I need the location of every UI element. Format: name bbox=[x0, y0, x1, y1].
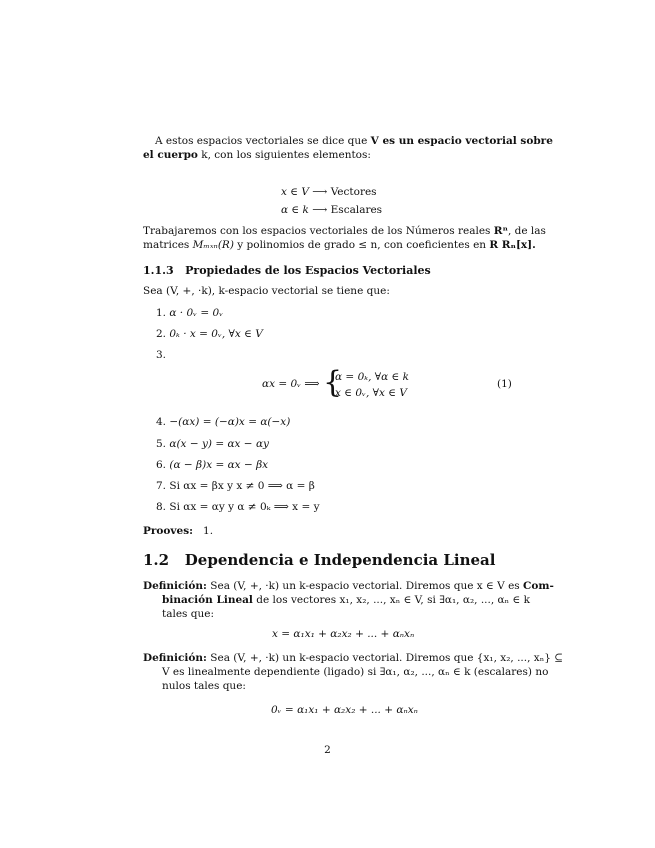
definition-1-line-3: tales que: bbox=[162, 608, 215, 620]
definition-1-line-1 bbox=[143, 579, 554, 594]
property-text: α · 0ᵥ = 0ᵥ bbox=[169, 307, 224, 319]
work-line-1 bbox=[143, 224, 546, 239]
intro-line-2 bbox=[143, 148, 371, 163]
prooves-value: 1. bbox=[203, 525, 214, 537]
sea-line: Sea (V, +, ·k), k-espacio vectorial se tiene que: bbox=[143, 285, 390, 297]
property-number: 4. bbox=[156, 416, 167, 428]
math-matrices: Mₘₓₙ(R) bbox=[192, 239, 234, 251]
math-x-in-v: x ∈ V ⟶ bbox=[281, 186, 328, 198]
intro-line-1 bbox=[155, 134, 553, 149]
property-number: 6. bbox=[156, 459, 167, 471]
property-number: 3. bbox=[156, 349, 167, 361]
page-number: 2 bbox=[324, 744, 331, 756]
property-number: 7. bbox=[156, 480, 167, 492]
intro-bold-term: V es un espacio vectorial sobre bbox=[370, 135, 553, 147]
intro-rest: k, con los siguientes elementos: bbox=[201, 149, 371, 161]
equation-1-case-1: α = 0ₖ, ∀α ∈ k bbox=[335, 371, 409, 383]
section-title: Dependencia e Independencia Lineal bbox=[184, 551, 496, 569]
property-item bbox=[156, 327, 263, 342]
equation-1-case-2: x ∈ 0ᵥ, ∀x ∈ V bbox=[335, 387, 407, 399]
cases-brace: { bbox=[323, 365, 343, 400]
subsection-number: 1.1.3 bbox=[143, 264, 174, 277]
property-number: 1. bbox=[156, 307, 167, 319]
display-row-escalares bbox=[281, 203, 382, 218]
definition-text: Sea (V, +, ·k) un k-espacio vectorial. Diremos que x ∈ V es bbox=[210, 580, 520, 592]
property-number: 2. bbox=[156, 328, 167, 340]
property-item bbox=[156, 437, 269, 452]
definition-text: de los vectores x₁, x₂, ..., xₙ ∈ V, si ∃α₁, α₂, ..., αₙ ∈ k bbox=[256, 594, 530, 606]
intro-text: A estos espacios vectoriales se dice que bbox=[155, 135, 368, 147]
definition-label: Definición: bbox=[143, 652, 207, 664]
definition-label: Definición: bbox=[143, 580, 207, 592]
work-text-3: matrices bbox=[143, 239, 190, 251]
property-text: Si αx = βx y x ≠ 0 ⟹ α = β bbox=[169, 480, 315, 492]
property-item bbox=[156, 348, 166, 363]
subsection-heading bbox=[143, 263, 431, 278]
property-item bbox=[156, 479, 315, 494]
label-escalares: Escalares bbox=[330, 204, 383, 216]
definition-2-line-3: nulos tales que: bbox=[162, 680, 246, 692]
work-line-2 bbox=[143, 238, 536, 253]
definition-2-equation: 0ᵥ = α₁x₁ + α₂x₂ + ... + αₙxₙ bbox=[271, 704, 418, 716]
property-text: Si αx = αy y α ≠ 0ₖ ⟹ x = y bbox=[169, 501, 320, 513]
math-alpha-in-k: α ∈ k ⟶ bbox=[281, 204, 328, 216]
subsection-title: Propiedades de los Espacios Vectoriales bbox=[185, 264, 431, 277]
definition-term: binación Lineal bbox=[162, 594, 253, 606]
definition-1-equation: x = α₁x₁ + α₂x₂ + ... + αₙxₙ bbox=[272, 628, 415, 640]
property-number: 5. bbox=[156, 438, 167, 450]
property-text: α(x − y) = αx − αy bbox=[169, 438, 269, 450]
section-number: 1.2 bbox=[143, 551, 170, 569]
prooves-label: Prooves: bbox=[143, 525, 194, 537]
definition-1-line-2 bbox=[162, 593, 530, 608]
work-text-4: y polinomios de grado ≤ n, con coeficientes en bbox=[237, 239, 487, 251]
property-text: (α − β)x = αx − βx bbox=[169, 459, 269, 471]
definition-term: Com- bbox=[523, 580, 554, 592]
math-rn-x: R Rₙ[x]. bbox=[489, 239, 536, 251]
definition-2-line-2: V es linealmente dependiente (ligado) si ∃α₁, α₂, ..., αₙ ∈ k (escalares) no bbox=[162, 666, 549, 678]
definition-2-line-1 bbox=[143, 651, 563, 666]
intro-bold-cuerpo: el cuerpo bbox=[143, 149, 198, 161]
property-item bbox=[156, 306, 223, 321]
property-text: −(αx) = (−α)x = α(−x) bbox=[169, 416, 291, 428]
prooves-line bbox=[143, 524, 213, 539]
section-heading bbox=[143, 551, 495, 569]
property-item bbox=[156, 500, 320, 515]
property-item bbox=[156, 458, 268, 473]
label-vectores: Vectores bbox=[330, 186, 377, 198]
property-number: 8. bbox=[156, 501, 167, 513]
math-rn: Rⁿ bbox=[493, 225, 508, 237]
work-text-1: Trabajaremos con los espacios vectoriales de los Números reales bbox=[143, 225, 491, 237]
equation-1-label: (1) bbox=[497, 378, 512, 390]
equation-1-lhs: αx = 0ᵥ ⟹ bbox=[262, 378, 320, 390]
work-text-2: , de las bbox=[507, 225, 546, 237]
display-row-vectores bbox=[281, 185, 377, 200]
definition-text: Sea (V, +, ·k) un k-espacio vectorial. Diremos que {x₁, x₂, ..., xₙ} ⊆ bbox=[210, 652, 564, 664]
property-text: 0ₖ · x = 0ᵥ, ∀x ∈ V bbox=[169, 328, 263, 340]
property-item bbox=[156, 415, 290, 430]
